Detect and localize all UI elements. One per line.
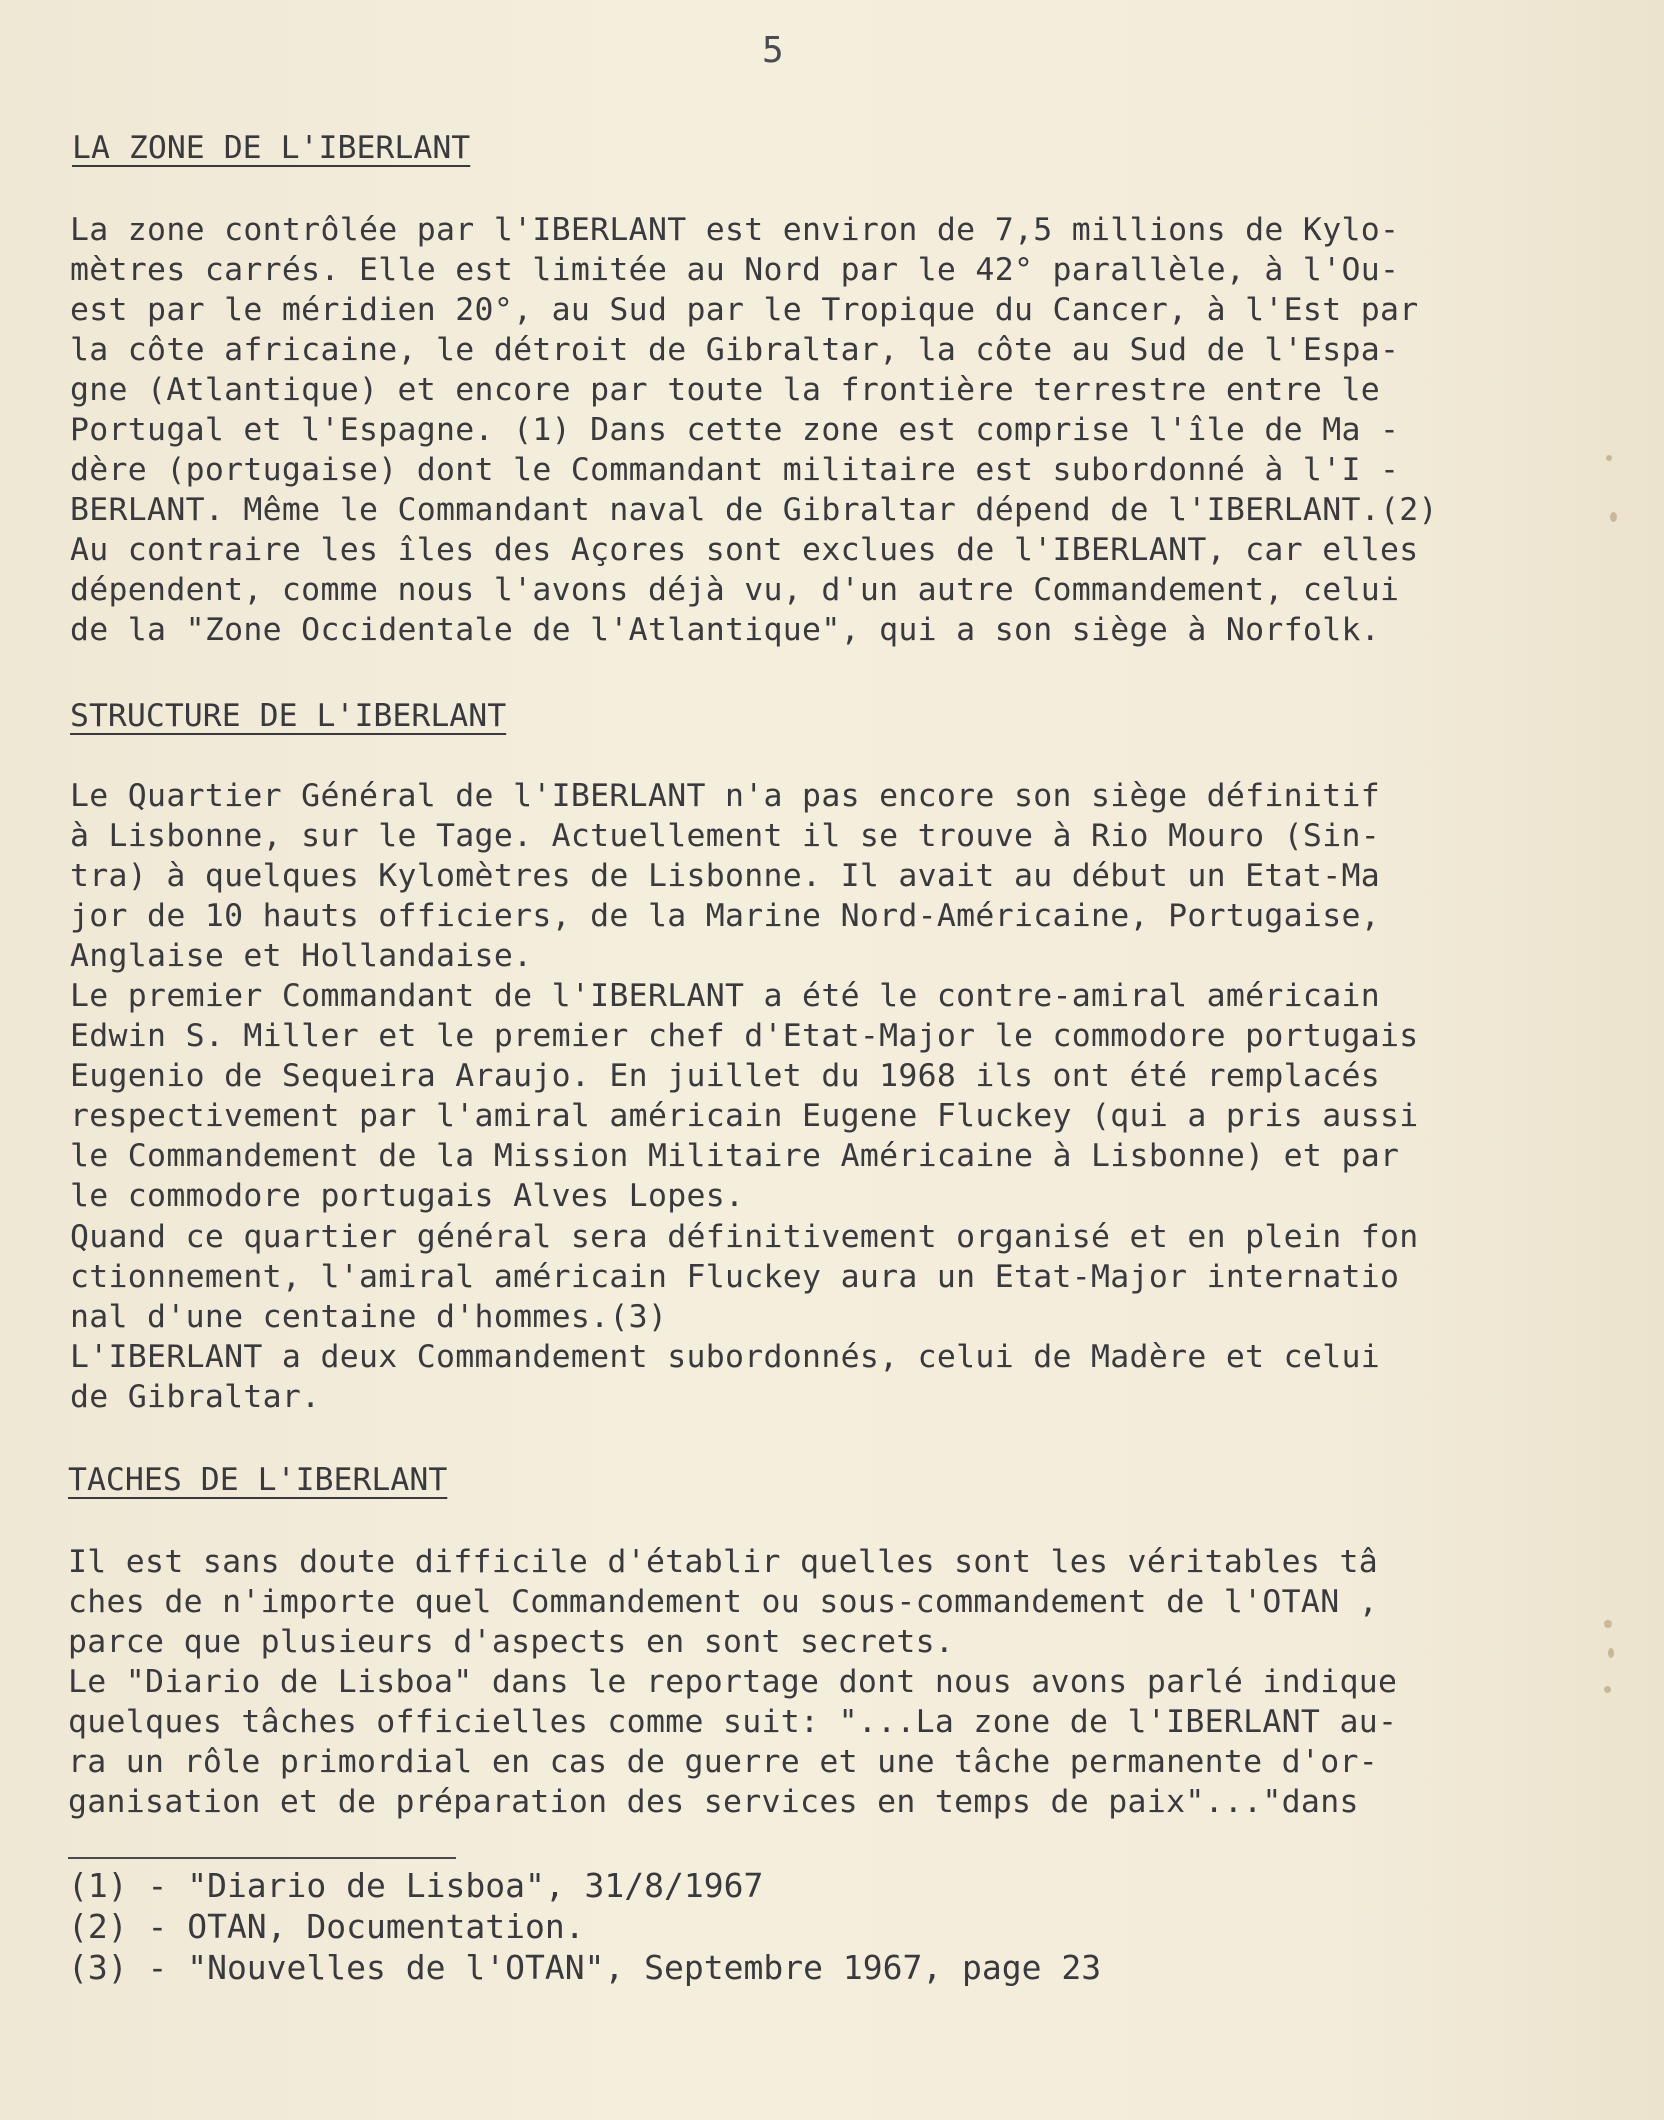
body-line: BERLANT. Même le Commandant naval de Gibraltar dépend de l'IBERLANT.(2): [70, 492, 1438, 528]
body-line: Edwin S. Miller et le premier chef d'Etat-Major le commodore portugais: [70, 1018, 1419, 1054]
paper-speck: [1604, 1686, 1611, 1693]
footnote-divider: [68, 1857, 456, 1859]
body-line: gne (Atlantique) et encore par toute la frontière terrestre entre le: [70, 372, 1380, 408]
footnote: (3) - "Nouvelles de l'OTAN", Septembre 1967, page 23: [68, 1948, 1102, 1987]
body-line: dépendent, comme nous l'avons déjà vu, d'un autre Commandement, celui: [70, 572, 1400, 608]
body-line: Anglaise et Hollandaise.: [70, 938, 533, 974]
body-line: le Commandement de la Mission Militaire Américaine à Lisbonne) et par: [70, 1138, 1400, 1174]
footnote: (2) - OTAN, Documentation.: [68, 1907, 585, 1946]
paper-speck: [1604, 1620, 1612, 1628]
body-line: la côte africaine, le détroit de Gibraltar, la côte au Sud de l'Espa-: [70, 332, 1400, 368]
body-line: ra un rôle primordial en cas de guerre et une tâche permanente d'or-: [68, 1744, 1378, 1780]
body-line: mètres carrés. Elle est limitée au Nord par le 42° parallèle, à l'Ou-: [70, 252, 1400, 288]
body-line: quelques tâches officielles comme suit: "...La zone de l'IBERLANT au-: [68, 1704, 1398, 1740]
body-line: ches de n'importe quel Commandement ou sous-commandement de l'OTAN ,: [68, 1584, 1378, 1620]
section-heading-zone: LA ZONE DE L'IBERLANT: [72, 130, 471, 166]
body-line: jor de 10 hauts officiers, de la Marine Nord-Américaine, Portugaise,: [70, 898, 1380, 934]
body-line: Au contraire les îles des Açores sont exclues de l'IBERLANT, car elles: [70, 532, 1419, 568]
paper-speck: [1608, 1648, 1614, 1658]
body-line: le commodore portugais Alves Lopes.: [70, 1178, 745, 1214]
body-line: Le Quartier Général de l'IBERLANT n'a pas encore son siège définitif: [70, 778, 1380, 814]
body-line: Il est sans doute difficile d'établir quelles sont les véritables tâ: [68, 1544, 1378, 1580]
paper-speck: [1606, 455, 1612, 461]
body-line: Le premier Commandant de l'IBERLANT a été le contre-amiral américain: [70, 978, 1380, 1014]
body-line: ganisation et de préparation des services en temps de paix"..."dans: [68, 1784, 1359, 1820]
section-heading-taches: TACHES DE L'IBERLANT: [68, 1462, 448, 1498]
paper-speck: [1610, 512, 1617, 522]
body-line: La zone contrôlée par l'IBERLANT est environ de 7,5 millions de Kylo-: [70, 212, 1400, 248]
body-line: respectivement par l'amiral américain Eugene Fluckey (qui a pris aussi: [70, 1098, 1419, 1134]
body-line: est par le méridien 20°, au Sud par le Tropique du Cancer, à l'Est par: [70, 292, 1419, 328]
body-line: parce que plusieurs d'aspects en sont secrets.: [68, 1624, 955, 1660]
body-line: nal d'une centaine d'hommes.(3): [70, 1299, 668, 1335]
body-line: Quand ce quartier général sera définitivement organisé et en plein fon: [70, 1219, 1419, 1255]
body-line: de Gibraltar.: [70, 1379, 321, 1415]
body-line: de la "Zone Occidentale de l'Atlantique", qui a son siège à Norfolk.: [70, 612, 1380, 648]
body-line: dère (portugaise) dont le Commandant militaire est subordonné à l'I -: [70, 452, 1400, 488]
body-line: ctionnement, l'amiral américain Fluckey aura un Etat-Major internatio: [70, 1259, 1400, 1295]
body-line: tra) à quelques Kylomètres de Lisbonne. Il avait au début un Etat-Ma: [70, 858, 1380, 894]
body-line: Le "Diario de Lisboa" dans le reportage dont nous avons parlé indique: [68, 1664, 1398, 1700]
page-number: 5: [762, 30, 784, 71]
section-heading-structure: STRUCTURE DE L'IBERLANT: [70, 698, 507, 734]
body-line: Eugenio de Sequeira Araujo. En juillet du 1968 ils ont été remplacés: [70, 1058, 1380, 1094]
body-line: à Lisbonne, sur le Tage. Actuellement il se trouve à Rio Mouro (Sin-: [70, 818, 1380, 854]
body-line: L'IBERLANT a deux Commandement subordonnés, celui de Madère et celui: [70, 1339, 1380, 1375]
body-line: Portugal et l'Espagne. (1) Dans cette zone est comprise l'île de Ma -: [70, 412, 1400, 448]
footnote: (1) - "Diario de Lisboa", 31/8/1967: [68, 1866, 764, 1905]
